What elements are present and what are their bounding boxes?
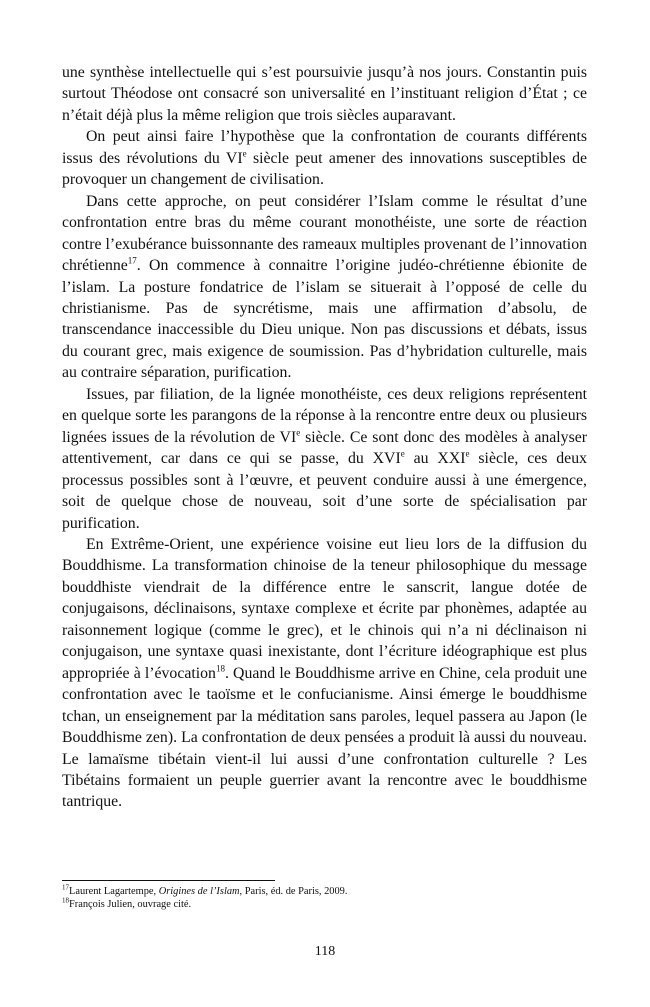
text-run: En Extrême-Orient, une expérience voisine eut lieu lors de la diffusion du Bouddhisme. La transformation chinoise de la teneur philosophique du message bouddhiste viendrait de la différence entre le sanscrit, langue dotée de conjugaisons, déclinaisons, syntaxe complexe et écrite par phonèmes, adaptée au raisonnement logique (comme le grec), et le chinois qui n’a ni déclinaison ni conjugaison, une syntaxe quasi inexistante, dont l’écriture idéographique est plus appropriée à l’évocation (62, 535, 587, 682)
footnote-rule (62, 880, 275, 881)
footnote-18 (62, 898, 587, 911)
text-run: une synthèse intellectuelle qui s’est poursuivie jusqu’à nos jours. Constantin puis surtout Théodose ont consacré son universalité en l’instituant religion d’État ; ce n’était déjà plus la même religion que trois siècles auparavant. (62, 64, 587, 124)
text-run: siècle peut amener des innovations susceptibles de provoquer un changement de civilisation. (62, 149, 587, 189)
superscript: e (465, 448, 470, 459)
text-run: siècle, ces deux processus possibles sont à l’œuvre, et peuvent conduire aussi à une émergence, soit de quelque chose de nouveau, soit d’une sorte de spécialisation par purification. (62, 450, 587, 532)
text-run: Issues, par filiation, de la lignée monothéiste, ces deux religions représentent en quelque sorte les parangons de la réponse à la rencontre entre deux ou plusieurs lignées issues de la révolution de VI (62, 385, 587, 446)
footnote-marker: 17 (62, 883, 69, 892)
superscript: e (296, 427, 301, 438)
text-run: siècle. Ce sont donc des modèles à analyser attentivement, car dans ce qui se passe, du XVI (62, 428, 588, 468)
text-run: . Quand le Bouddhisme arrive en Chine, cela produit une confrontation avec le taoïsme et le confucianisme. Ainsi émerge le bouddhisme tchan, un enseignement par la méditation sans paroles, lequel passera au Japon (le Bouddhisme zen). La confrontation de deux pensées a produit là aussi du nouveau. Le lamaïsme tibétain vient-il lui aussi d’une confrontation culturelle ? Les Tibétains formaient un peuple guerrier avant la rencontre avec le bouddhisme tantrique. (62, 664, 587, 811)
paragraph (62, 534, 587, 813)
text-run: On peut ainsi faire l’hypothèse que la confrontation de courants différents issus des révolutions du VI (62, 128, 587, 167)
footnote-title: Origines de l’Islam (158, 886, 240, 897)
superscript: 17 (127, 255, 137, 266)
paragraph (62, 62, 587, 126)
footnote-list (62, 885, 587, 912)
paragraph (62, 384, 587, 534)
text-run: . On commence à connaitre l’origine judéo-chrétienne ébionite de l’islam. La posture fondatrice de l’islam se situerait à l’opposé de celle du christianisme. Pas de syncrétisme, mais une affirmation d’absolu, de transcendance inaccessible du Dieu unique. Non pas discussions et débats, issus du courant grec, mais exigence de soumission. Pas d’hybridation culturelle, mais au contraire séparation, purification. (62, 257, 587, 382)
superscript: e (242, 148, 247, 159)
footnote-marker: 18 (62, 896, 69, 905)
page-number: 118 (314, 944, 336, 959)
footnote-17 (62, 885, 587, 898)
footnotes (62, 880, 587, 912)
paragraph (62, 191, 587, 384)
text-run: au XXI (404, 450, 466, 468)
footnote-text: Laurent Lagartempe, (69, 886, 159, 897)
paragraph (62, 126, 587, 190)
text-run: Dans cette approche, on peut considérer l’Islam comme le résultat d’une confrontation entre bras du même courant monothéiste, une sorte de réaction contre l’exubérance buissonnante des rameaux multiples provenant de l’innovation chrétienne (62, 192, 587, 275)
superscript: e (400, 448, 405, 459)
superscript: 18 (215, 663, 225, 674)
footnote-text: , Paris, éd. de Paris, 2009. (239, 886, 348, 897)
footnote-text: François Julien, ouvrage cité. (69, 899, 192, 911)
body-text (62, 62, 587, 813)
